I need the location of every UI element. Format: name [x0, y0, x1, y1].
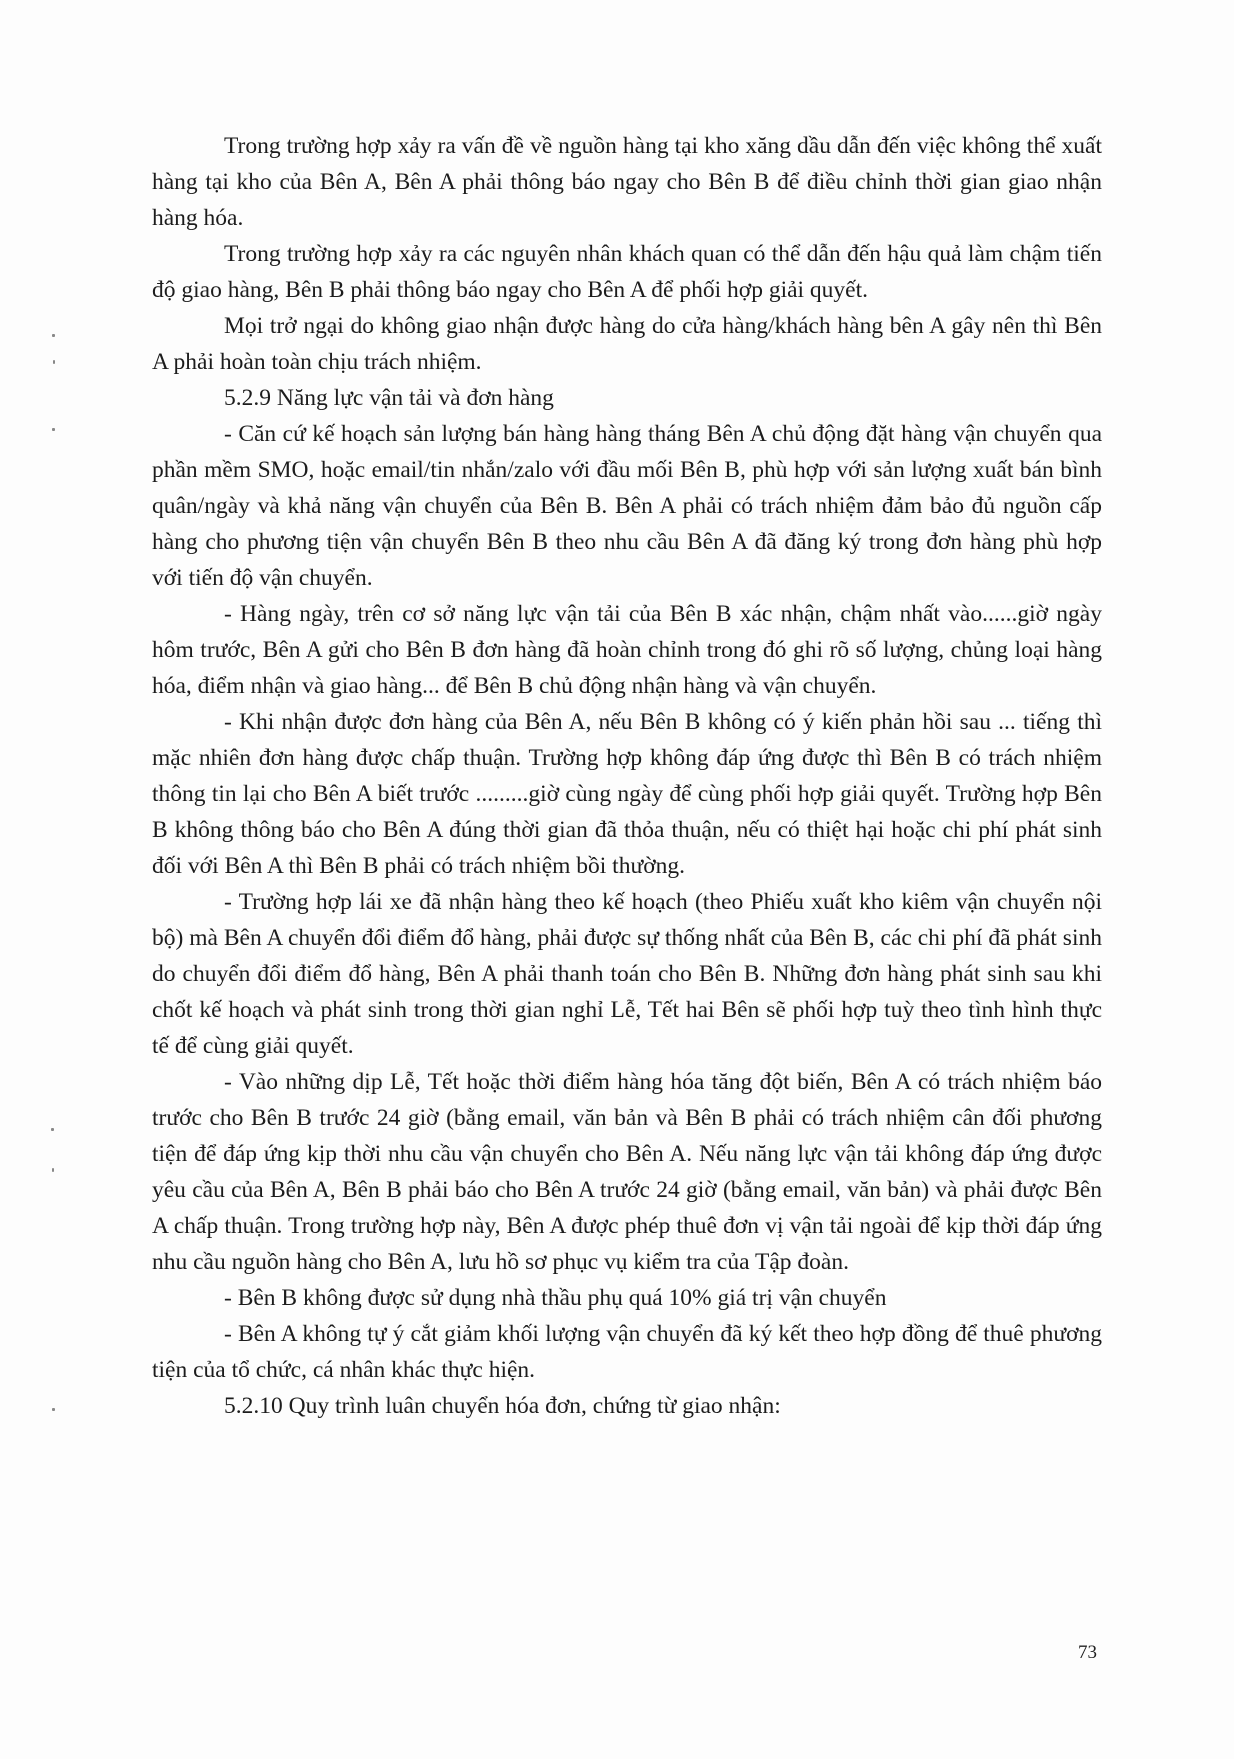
scan-mark	[51, 1128, 54, 1131]
paragraph: - Căn cứ kế hoạch sản lượng bán hàng hàng tháng Bên A chủ động đặt hàng vận chuyển qua phần mềm SMO, hoặc email/tin nhắn/zalo với đầu mối Bên B, phù hợp với sản lượng xuất bán bình quân/ngày và khả năng vận chuyển của Bên B. Bên A phải có trách nhiệm đảm bảo đủ nguồn cấp hàng cho phương tiện vận chuyển Bên B theo nhu cầu Bên A đã đăng ký trong đơn hàng phù hợp với tiến độ vận chuyển.	[152, 421, 1102, 591]
paragraph: - Bên A không tự ý cắt giảm khối lượng vận chuyển đã ký kết theo hợp đồng để thuê phương tiện của tổ chức, cá nhân khác thực hiện.	[152, 1321, 1102, 1383]
scan-mark	[52, 334, 55, 337]
paragraph: Trong trường hợp xảy ra các nguyên nhân khách quan có thể dẫn đến hậu quả làm chậm tiến độ giao hàng, Bên B phải thông báo ngay cho Bên A để phối hợp giải quyết.	[152, 241, 1102, 303]
section-heading: 5.2.9 Năng lực vận tải và đơn hàng	[224, 385, 554, 411]
paragraph: Mọi trở ngại do không giao nhận được hàng do cửa hàng/khách hàng bên A gây nên thì Bên A phải hoàn toàn chịu trách nhiệm.	[152, 313, 1102, 375]
paragraph: - Hàng ngày, trên cơ sở năng lực vận tải của Bên B xác nhận, chậm nhất vào......giờ ngày hôm trước, Bên A gửi cho Bên B đơn hàng đã hoàn chỉnh trong đó ghi rõ số lượng, chủng loại hàng hóa, điểm nhận và giao hàng... để Bên B chủ động nhận hàng và vận chuyển.	[152, 601, 1102, 699]
paragraph: - Vào những dịp Lễ, Tết hoặc thời điểm hàng hóa tăng đột biến, Bên A có trách nhiệm báo trước cho Bên B trước 24 giờ (bằng email, văn bản và Bên B phải có trách nhiệm cân đối phương tiện để đáp ứng kịp thời nhu cầu vận chuyển cho Bên A. Nếu năng lực vận tải không đáp ứng được yêu cầu của Bên A, Bên B phải báo cho Bên A trước 24 giờ (bằng email, văn bản) và phải được Bên A chấp thuận. Trong trường hợp này, Bên A được phép thuê đơn vị vận tải ngoài để kịp thời đáp ứng nhu cầu nguồn hàng cho Bên A, lưu hồ sơ phục vụ kiểm tra của Tập đoàn.	[152, 1069, 1102, 1275]
document-body	[152, 128, 1102, 1424]
paragraph: Trong trường hợp xảy ra vấn đề về nguồn hàng tại kho xăng dầu dẫn đến việc không thể xuất hàng tại kho của Bên A, Bên A phải thông báo ngay cho Bên B để điều chỉnh thời gian giao nhận hàng hóa.	[152, 133, 1102, 231]
section-heading: 5.2.10 Quy trình luân chuyển hóa đơn, chứng từ giao nhận:	[224, 1393, 781, 1419]
scan-mark	[52, 428, 55, 431]
paragraph: - Trường hợp lái xe đã nhận hàng theo kế hoạch (theo Phiếu xuất kho kiêm vận chuyển nội bộ) mà Bên A chuyển đổi điểm đổ hàng, phải được sự thống nhất của Bên B, các chi phí đã phát sinh do chuyển đổi điểm đổ hàng, Bên A phải thanh toán cho Bên B. Những đơn hàng phát sinh sau khi chốt kế hoạch và phát sinh trong thời gian nghỉ Lễ, Tết hai Bên sẽ phối hợp tuỳ theo tình hình thực tế để cùng giải quyết.	[152, 889, 1102, 1059]
paragraph: - Bên B không được sử dụng nhà thầu phụ quá 10% giá trị vận chuyển	[224, 1285, 887, 1311]
scan-mark	[52, 1408, 55, 1411]
paragraph: - Khi nhận được đơn hàng của Bên A, nếu Bên B không có ý kiến phản hồi sau ... tiếng thì mặc nhiên đơn hàng được chấp thuận. Trường hợp không đáp ứng được thì Bên B có trách nhiệm thông tin lại cho Bên A biết trước .........giờ cùng ngày để cùng phối hợp giải quyết. Trường hợp Bên B không thông báo cho Bên A đúng thời gian đã thỏa thuận, nếu có thiệt hại hoặc chi phí phát sinh đối với Bên A thì Bên B phải có trách nhiệm bồi thường.	[152, 709, 1102, 879]
page-number: 73	[1078, 1642, 1097, 1663]
scan-mark	[52, 1168, 54, 1172]
scan-mark	[53, 360, 55, 364]
